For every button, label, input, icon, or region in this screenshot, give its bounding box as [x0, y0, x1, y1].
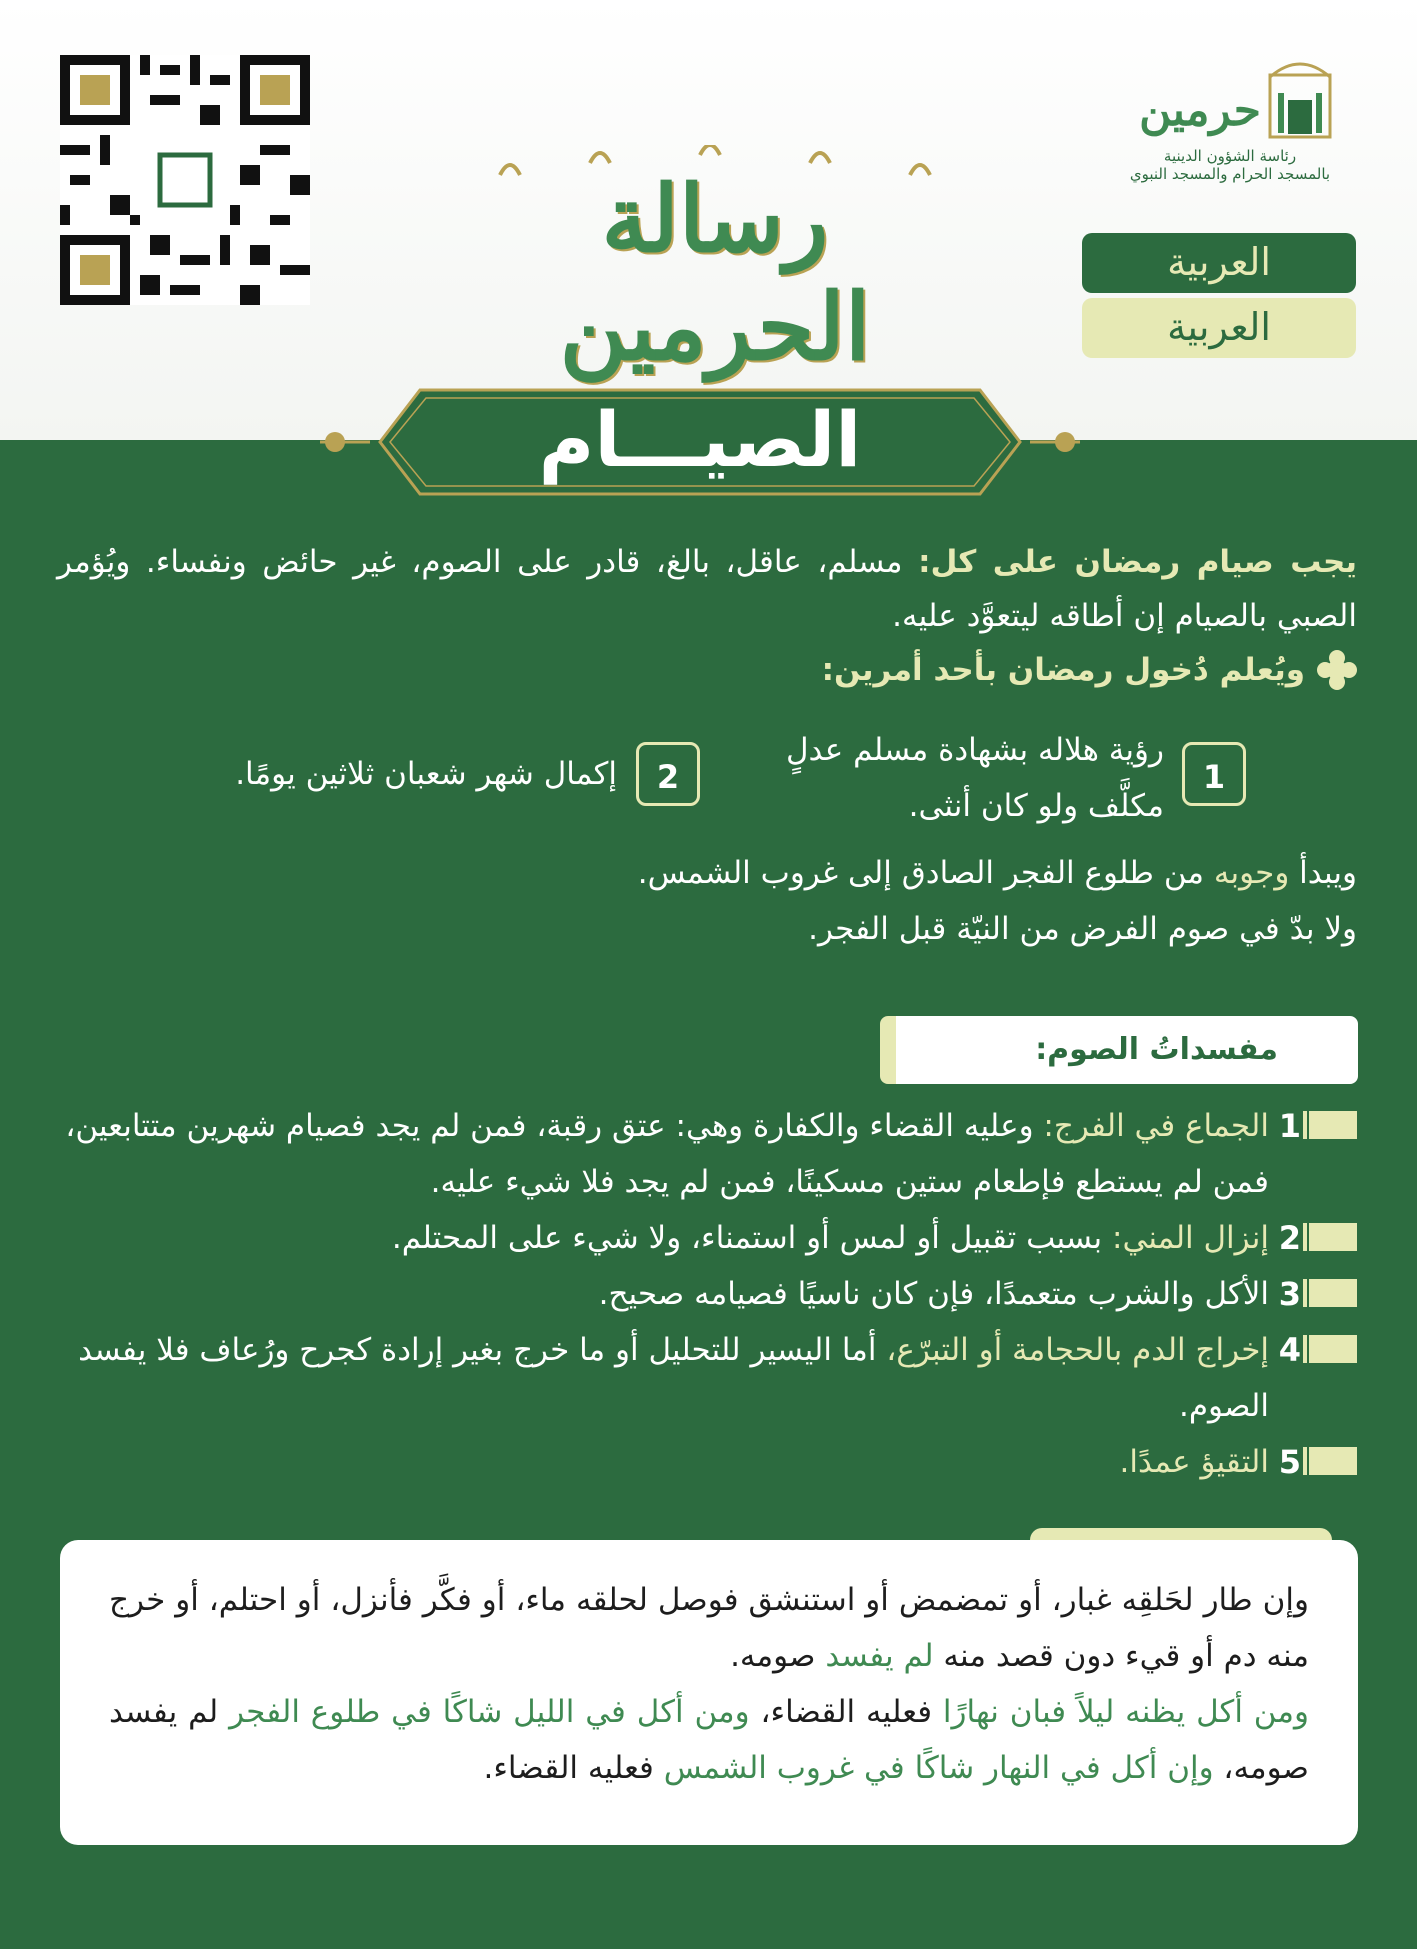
page-title-calligraphy: [470, 145, 960, 381]
entry-heading-text: ويُعلم دُخول رمضان بأحد أمرين:: [821, 652, 1305, 688]
page-title: رسالة الحرمين: [559, 165, 871, 381]
condition-text-1: رؤية هلاله بشهادة مسلم عدلٍ مكلَّف ولو كان أنثى.: [785, 732, 1164, 824]
language-selector-primary[interactable]: العربية: [1082, 233, 1356, 293]
entry-heading: [822, 650, 1357, 690]
mufsidat-title: مفسداتُ الصوم:: [1035, 1032, 1278, 1067]
intro-paragraph: [57, 535, 1357, 643]
condition-number-1: 1: [1182, 742, 1246, 806]
condition-number-2: 2: [636, 742, 700, 806]
mufsidat-heading-bar: [880, 1016, 1358, 1084]
timing-line2: ولا بدّ في صوم الفرض من النيّة قبل الفجر.: [808, 911, 1357, 947]
note-text: وإن طار لحَلقِه غبار، أو تمضمض أو استنشق فوصل لحلقه ماء، أو فكَّر فأنزل، أو احتلم، أو خرج منه دم أو قيء دون قصد منه لم يفسد صومه. ومن أكل يظنه ليلاً فبان نهارًا فعليه القضاء، ومن أكل في الليل شاكًا في طلوع الفجر لم يفسد صومه، وإن أكل في النهار شاكًا في غروب الشمس فعليه القضاء.: [109, 1582, 1309, 1786]
timing-line1-a: ويبدأ: [1289, 855, 1357, 891]
mufsidat-list: [57, 1098, 1357, 1490]
condition-text-2: إكمال شهر شعبان ثلاثين يومًا.: [235, 756, 617, 792]
language-selector-secondary[interactable]: العربية: [1082, 298, 1356, 358]
qr-code[interactable]: [60, 55, 310, 305]
list-item: 4 إخراج الدم بالحجامة أو التبرّع، أما اليسير للتحليل أو ما خرج بغير إرادة كجرح ورُعاف فلا يفسد الصوم.: [57, 1322, 1357, 1434]
list-item: 5 التقيؤ عمدًا.: [57, 1434, 1357, 1490]
logo-subtitle-2: بالمسجد الحرام والمسجد النبوي: [1129, 165, 1331, 183]
list-item: 2 إنزال المني: بسبب تقبيل أو لمس أو استمناء، ولا شيء على المحتلم.: [57, 1210, 1357, 1266]
logo-subtitle-1: رئاسة الشؤون الدينية: [1163, 147, 1297, 165]
list-item: 3 الأكل والشرب متعمدًا، فإن كان ناسيًا فصيامه صحيح.: [57, 1266, 1357, 1322]
haramain-logo: [1110, 55, 1350, 205]
intro-text: مسلم، عاقل، بالغ، قادر على الصوم، غير حائض ونفساء. ويُؤمر الصبي بالصيام إن أطاقه ليتعوَّد عليه.: [57, 544, 1357, 634]
flower-bullet-icon: [1317, 650, 1357, 690]
intro-lead: يجب صيام رمضان على كل:: [918, 544, 1357, 580]
section-title: الصيـــام: [538, 395, 862, 484]
timing-line1-c: من طلوع الفجر الصادق إلى غروب الشمس.: [637, 855, 1214, 891]
timing-line1-b: وجوبه: [1213, 855, 1290, 891]
list-item: 1 الجماع في الفرج: وعليه القضاء والكفارة وهي: عتق رقبة، فمن لم يجد فصيام شهرين متتابعين، فمن لم يستطع فإطعام ستين مسكينًا، فمن لم يجد فلا شيء عليه.: [57, 1098, 1357, 1210]
svg-text:حرمين: حرمين: [1139, 85, 1261, 136]
timing-paragraph: [57, 845, 1357, 957]
